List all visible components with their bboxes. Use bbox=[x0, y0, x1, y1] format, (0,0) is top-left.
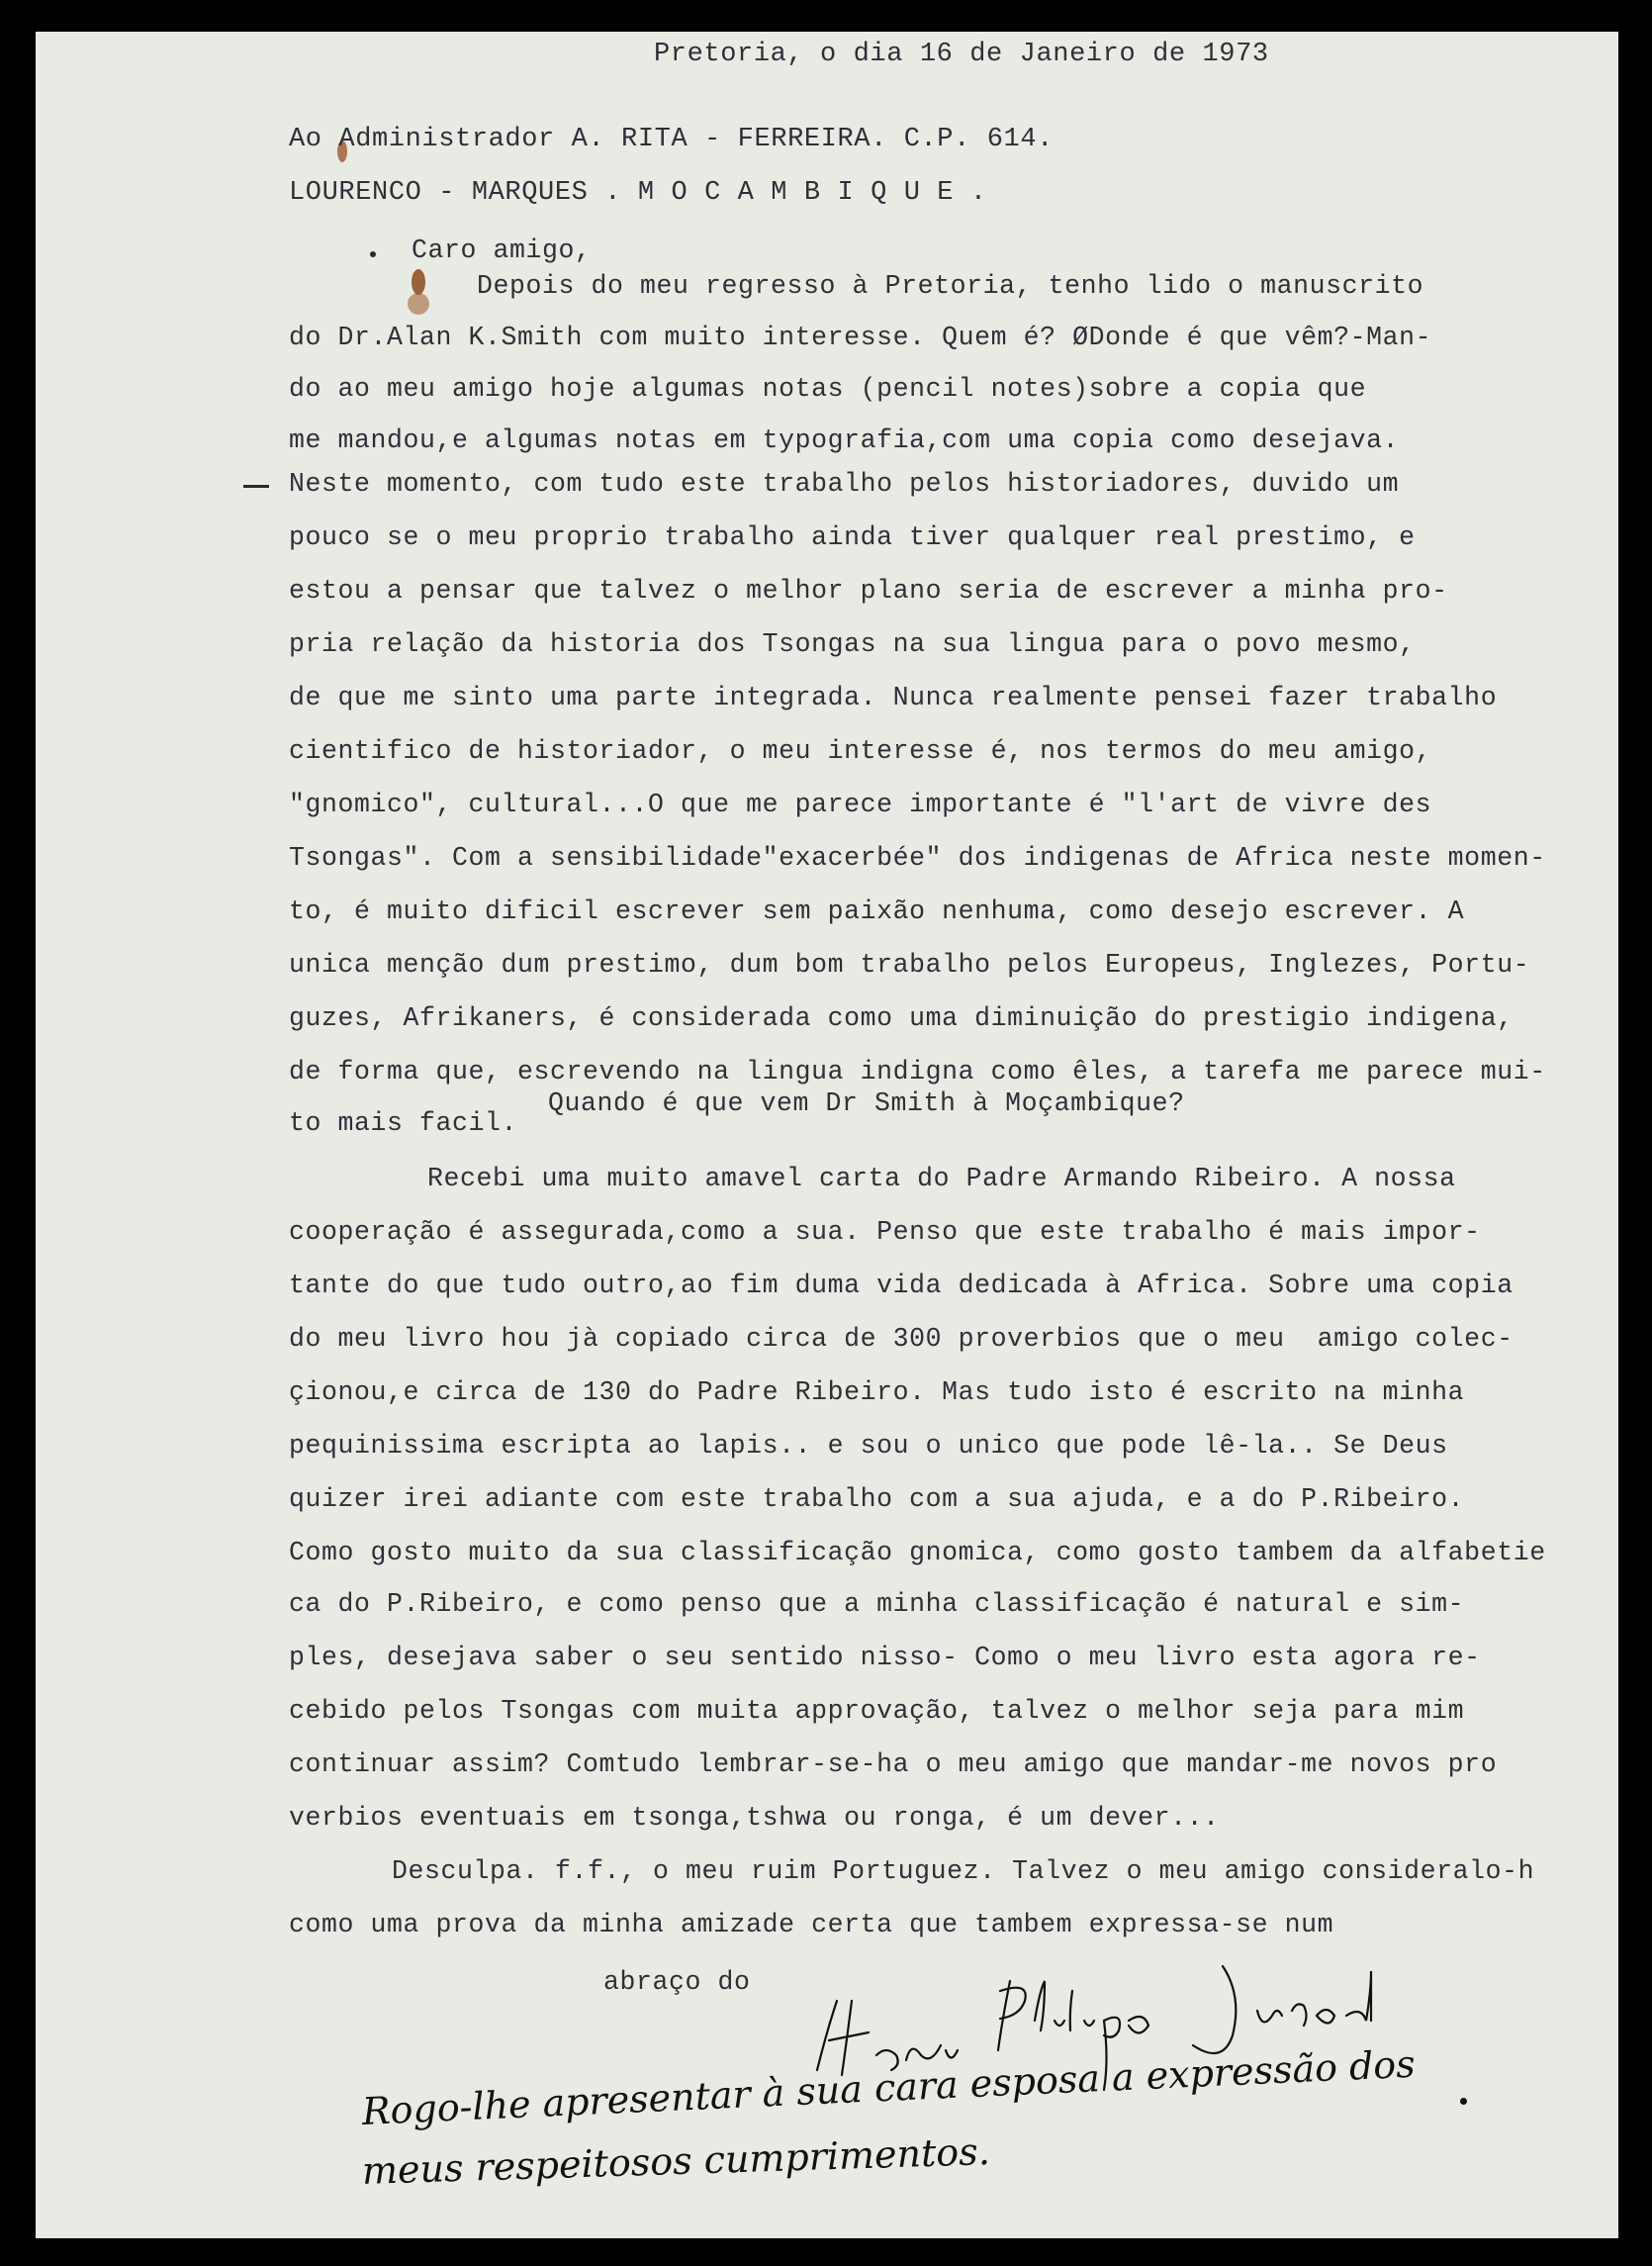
body-line: pouco se o meu proprio trabalho ainda tiver qualquer real prestimo, e bbox=[289, 522, 1416, 552]
body-line: Recebi uma muito amavel carta do Padre Armando Ribeiro. A nossa bbox=[427, 1164, 1456, 1193]
body-line: quizer irei adiante com este trabalho com a sua ajuda, e a do P.Ribeiro. bbox=[289, 1484, 1465, 1514]
handwritten-postscript-line-1: Rogo-lhe apresentar à sua cara esposa a expressão dos bbox=[361, 2041, 1417, 2133]
closing: abraço do bbox=[603, 1967, 751, 1997]
address-line-1: Ao Administrador A. RITA - FERREIRA. C.P. 614. bbox=[289, 125, 1054, 154]
rust-stain bbox=[408, 293, 429, 315]
inserted-line: Quando é que vem Dr Smith à Moçambique? bbox=[548, 1088, 1185, 1118]
letter-page bbox=[36, 32, 1618, 2238]
body-line: verbios eventuais em tsonga,tshwa ou ronga, é um dever... bbox=[289, 1803, 1220, 1833]
body-line: cientifico de historiador, o meu interesse é, nos termos do meu amigo, bbox=[289, 736, 1432, 766]
body-line: unica menção dum prestimo, dum bom trabalho pelos Europeus, Inglezes, Portu- bbox=[289, 950, 1530, 980]
ink-dot bbox=[1460, 2098, 1467, 2105]
margin-dash-mark bbox=[243, 485, 269, 488]
body-line: to mais facil. bbox=[289, 1108, 518, 1138]
body-line: to, é muito dificil escrever sem paixão nenhuma, como desejo escrever. A bbox=[289, 897, 1465, 926]
body-line: Depois do meu regresso à Pretoria, tenho lido o manuscrito bbox=[477, 271, 1424, 301]
body-line: estou a pensar que talvez o melhor plano seria de escrever a minha pro- bbox=[289, 576, 1448, 606]
body-line: de que me sinto uma parte integrada. Nunca realmente pensei fazer trabalho bbox=[289, 683, 1498, 712]
signature-text bbox=[36, 32, 46, 33]
dateline: Pretoria, o dia 16 de Janeiro de 1973 bbox=[654, 40, 1269, 69]
body-line: do meu livro hou jà copiado circa de 300 proverbios que o meu amigo colec- bbox=[289, 1324, 1514, 1354]
body-line: Tsongas". Com a sensibilidade"exacerbée" dos indigenas de Africa neste momen- bbox=[289, 843, 1546, 873]
body-line: pria relação da historia dos Tsongas na sua lingua para o povo mesmo, bbox=[289, 629, 1416, 659]
handwritten-postscript-line-2: meus respeitosos cumprimentos. bbox=[361, 2129, 991, 2193]
body-line: Neste momento, com tudo este trabalho pelos historiadores, duvido um bbox=[289, 469, 1400, 499]
body-line: do ao meu amigo hoje algumas notas (pencil notes)sobre a copia que bbox=[289, 374, 1367, 404]
body-line: de forma que, escrevendo na lingua indigna como êles, a tarefa me parece mui- bbox=[289, 1057, 1546, 1086]
body-line: ca do P.Ribeiro, e como penso que a minha classificação é natural e sim- bbox=[289, 1589, 1465, 1619]
body-line: "gnomico", cultural...O que me parece importante é "l'art de vivre des bbox=[289, 790, 1432, 819]
body-line: tante do que tudo outro,ao fim duma vida dedicada à Africa. Sobre uma copia bbox=[289, 1271, 1514, 1300]
body-line: pequinissima escripta ao lapis.. e sou o unico que pode lê-la.. Se Deus bbox=[289, 1431, 1448, 1461]
body-line: Desculpa. f.f., o meu ruim Portuguez. Talvez o meu amigo consideralo-h bbox=[392, 1856, 1535, 1886]
body-line: guzes, Afrikaners, é considerada como uma diminuição do prestigio indigena, bbox=[289, 1003, 1514, 1033]
body-line: ples, desejava saber o seu sentido nisso- Como o meu livro esta agora re- bbox=[289, 1643, 1481, 1672]
ink-dot bbox=[370, 251, 376, 257]
body-line: continuar assim? Comtudo lembrar-se-ha o meu amigo que mandar-me novos pro bbox=[289, 1749, 1498, 1779]
body-line: cooperação é assegurada,como a sua. Penso que este trabalho é mais impor- bbox=[289, 1217, 1481, 1247]
body-line: cebido pelos Tsongas com muita approvação, talvez o melhor seja para mim bbox=[289, 1696, 1465, 1726]
body-line: çionou,e circa de 130 do Padre Ribeiro. Mas tudo isto é escrito na minha bbox=[289, 1377, 1465, 1407]
address-line-2: LOURENCO - MARQUES . M O C A M B I Q U E . bbox=[289, 178, 987, 208]
salutation: Caro amigo, bbox=[412, 236, 592, 265]
body-line: do Dr.Alan K.Smith com muito interesse. Quem é? ØDonde é que vêm?-Man- bbox=[289, 323, 1432, 352]
body-line: como uma prova da minha amizade certa que tambem expressa-se num bbox=[289, 1910, 1334, 1939]
rust-stain bbox=[412, 269, 425, 295]
body-line: Como gosto muito da sua classificação gnomica, como gosto tambem da alfabetie bbox=[289, 1538, 1546, 1567]
body-line: me mandou,e algumas notas em typografia,com uma copia como desejava. bbox=[289, 425, 1400, 455]
